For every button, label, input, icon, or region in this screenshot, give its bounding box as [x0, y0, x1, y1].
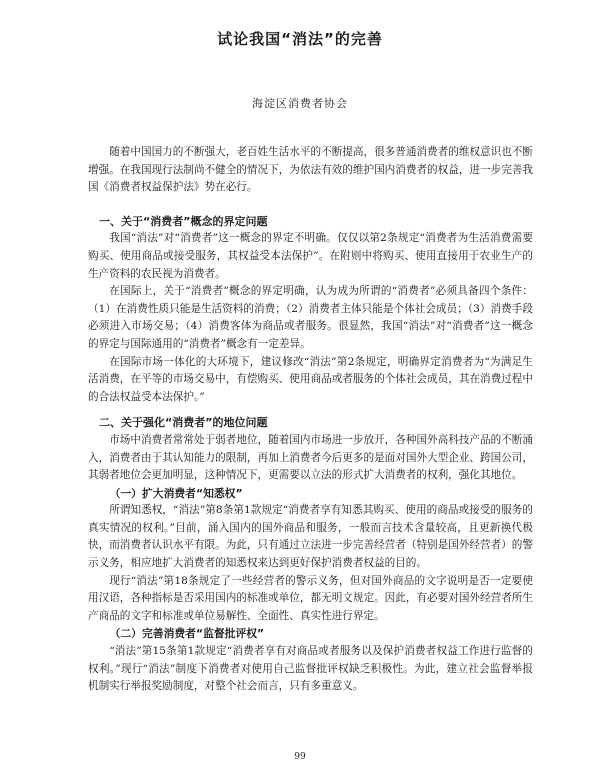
- subsection-1-paragraph-2: 现行“消法”第18条规定了一些经营者的警示义务，但对国外商品的文字说明是否一定要使用汉语，各种指标是否采用国内的标准或单位，都无明文规定。因此，有必要对国外经营者所生产商品的文字和标准或单位易解性、全面性、真实性进行界定。: [88, 574, 533, 622]
- section-2-paragraph-1: 市场中消费者常常处于弱者地位，随着国内市场进一步放开，各种国外高科技产品的不断涌入，消费者由于其认知能力的限制，再加上消费者今后更多的是面对国外大型企业、跨国公司，其弱者地位会更加明显，这种情况下，更需要以立法的形式扩大消费者的权利，强化其地位。: [88, 433, 533, 482]
- page-number: 99: [294, 752, 306, 762]
- section-1-paragraph-3: 在国际市场一体化的大环境下，建议修改“消法”第2条规定，明确界定消费者为“为满足生活消费，在平等的市场交易中，有偿购买、使用商品或者服务的个体社会成员，其在消费过程中的合法权益受本法保护。”: [88, 355, 533, 403]
- intro-paragraph: 随着中国国力的不断强大，老百姓生活水平的不断提高，很多普通消费者的维权意识也不断增强。在我国现行法制尚不健全的情况下，为依法有效的维护国内消费者的权益，进一步完善我国《消费者权益保护法》势在必行。: [88, 146, 533, 194]
- section-1-heading: 一、关于“消费者”概念的界定问题: [99, 214, 268, 228]
- document-author: 海淀区消费者协会: [252, 97, 348, 110]
- section-1-paragraph-1: 我国“消法”对“消费者”这一概念的界定不明确。仅仅以第2条规定“消费者为生活消费需要购买、使用商品或接受服务，其权益受本法保护”。在附则中将购买、使用直接用于农业生产的生产资料的农民视为消费者。: [88, 232, 533, 280]
- subsection-2-heading: （二）完善消费者“监督批评权”: [109, 627, 265, 641]
- section-2-heading: 二、关于强化“消费者”的地位问题: [99, 416, 268, 430]
- document-body: [88, 144, 533, 696]
- section-1-paragraph-2: 在国际上，关于“消费者”概念的界定明确，认为成为所谓的“消费者”必须具备四个条件：（1）在消费性质只能是生活资料的消费；（2）消费者主体只能是个体社会成员；（3）消费手段必须进入市场交易；（4）消费客体为商品或者服务。很显然，我国“消法”对“消费者”这一概念的界定与国际通用的“消费者”概念有一定差异。: [88, 285, 533, 350]
- subsection-2-paragraph-1: “消法”第15条第1款规定“消费者享有对商品或者服务以及保护消费者权益工作进行监督的权利。”现行“消法”制度下消费者对使用自己监督批评权缺乏积极性。为此，建立社会监督举报机制实行举报奖励制度，对整个社会而言，只有多重意义。: [88, 645, 533, 693]
- subsection-1-heading: （一）扩大消费者“知悉权”: [109, 486, 243, 500]
- subsection-1-paragraph-1: 所谓知悉权，“消法”第8条第1款规定“消费者享有知悉其购买、使用的商品或接受的服务的真实情况的权利。”目前，涌入国内的国外商品和服务，一般而言技术含量较高，且更新换代极快，而消费者认识水平有限。为此，只有通过立法进一步完善经营者（特别是国外经营者）的警示义务，相应地扩大消费者的知悉权来达到更好保护消费者权益的目的。: [88, 504, 533, 570]
- document-title: 试论我国“消法”的完善: [217, 30, 383, 48]
